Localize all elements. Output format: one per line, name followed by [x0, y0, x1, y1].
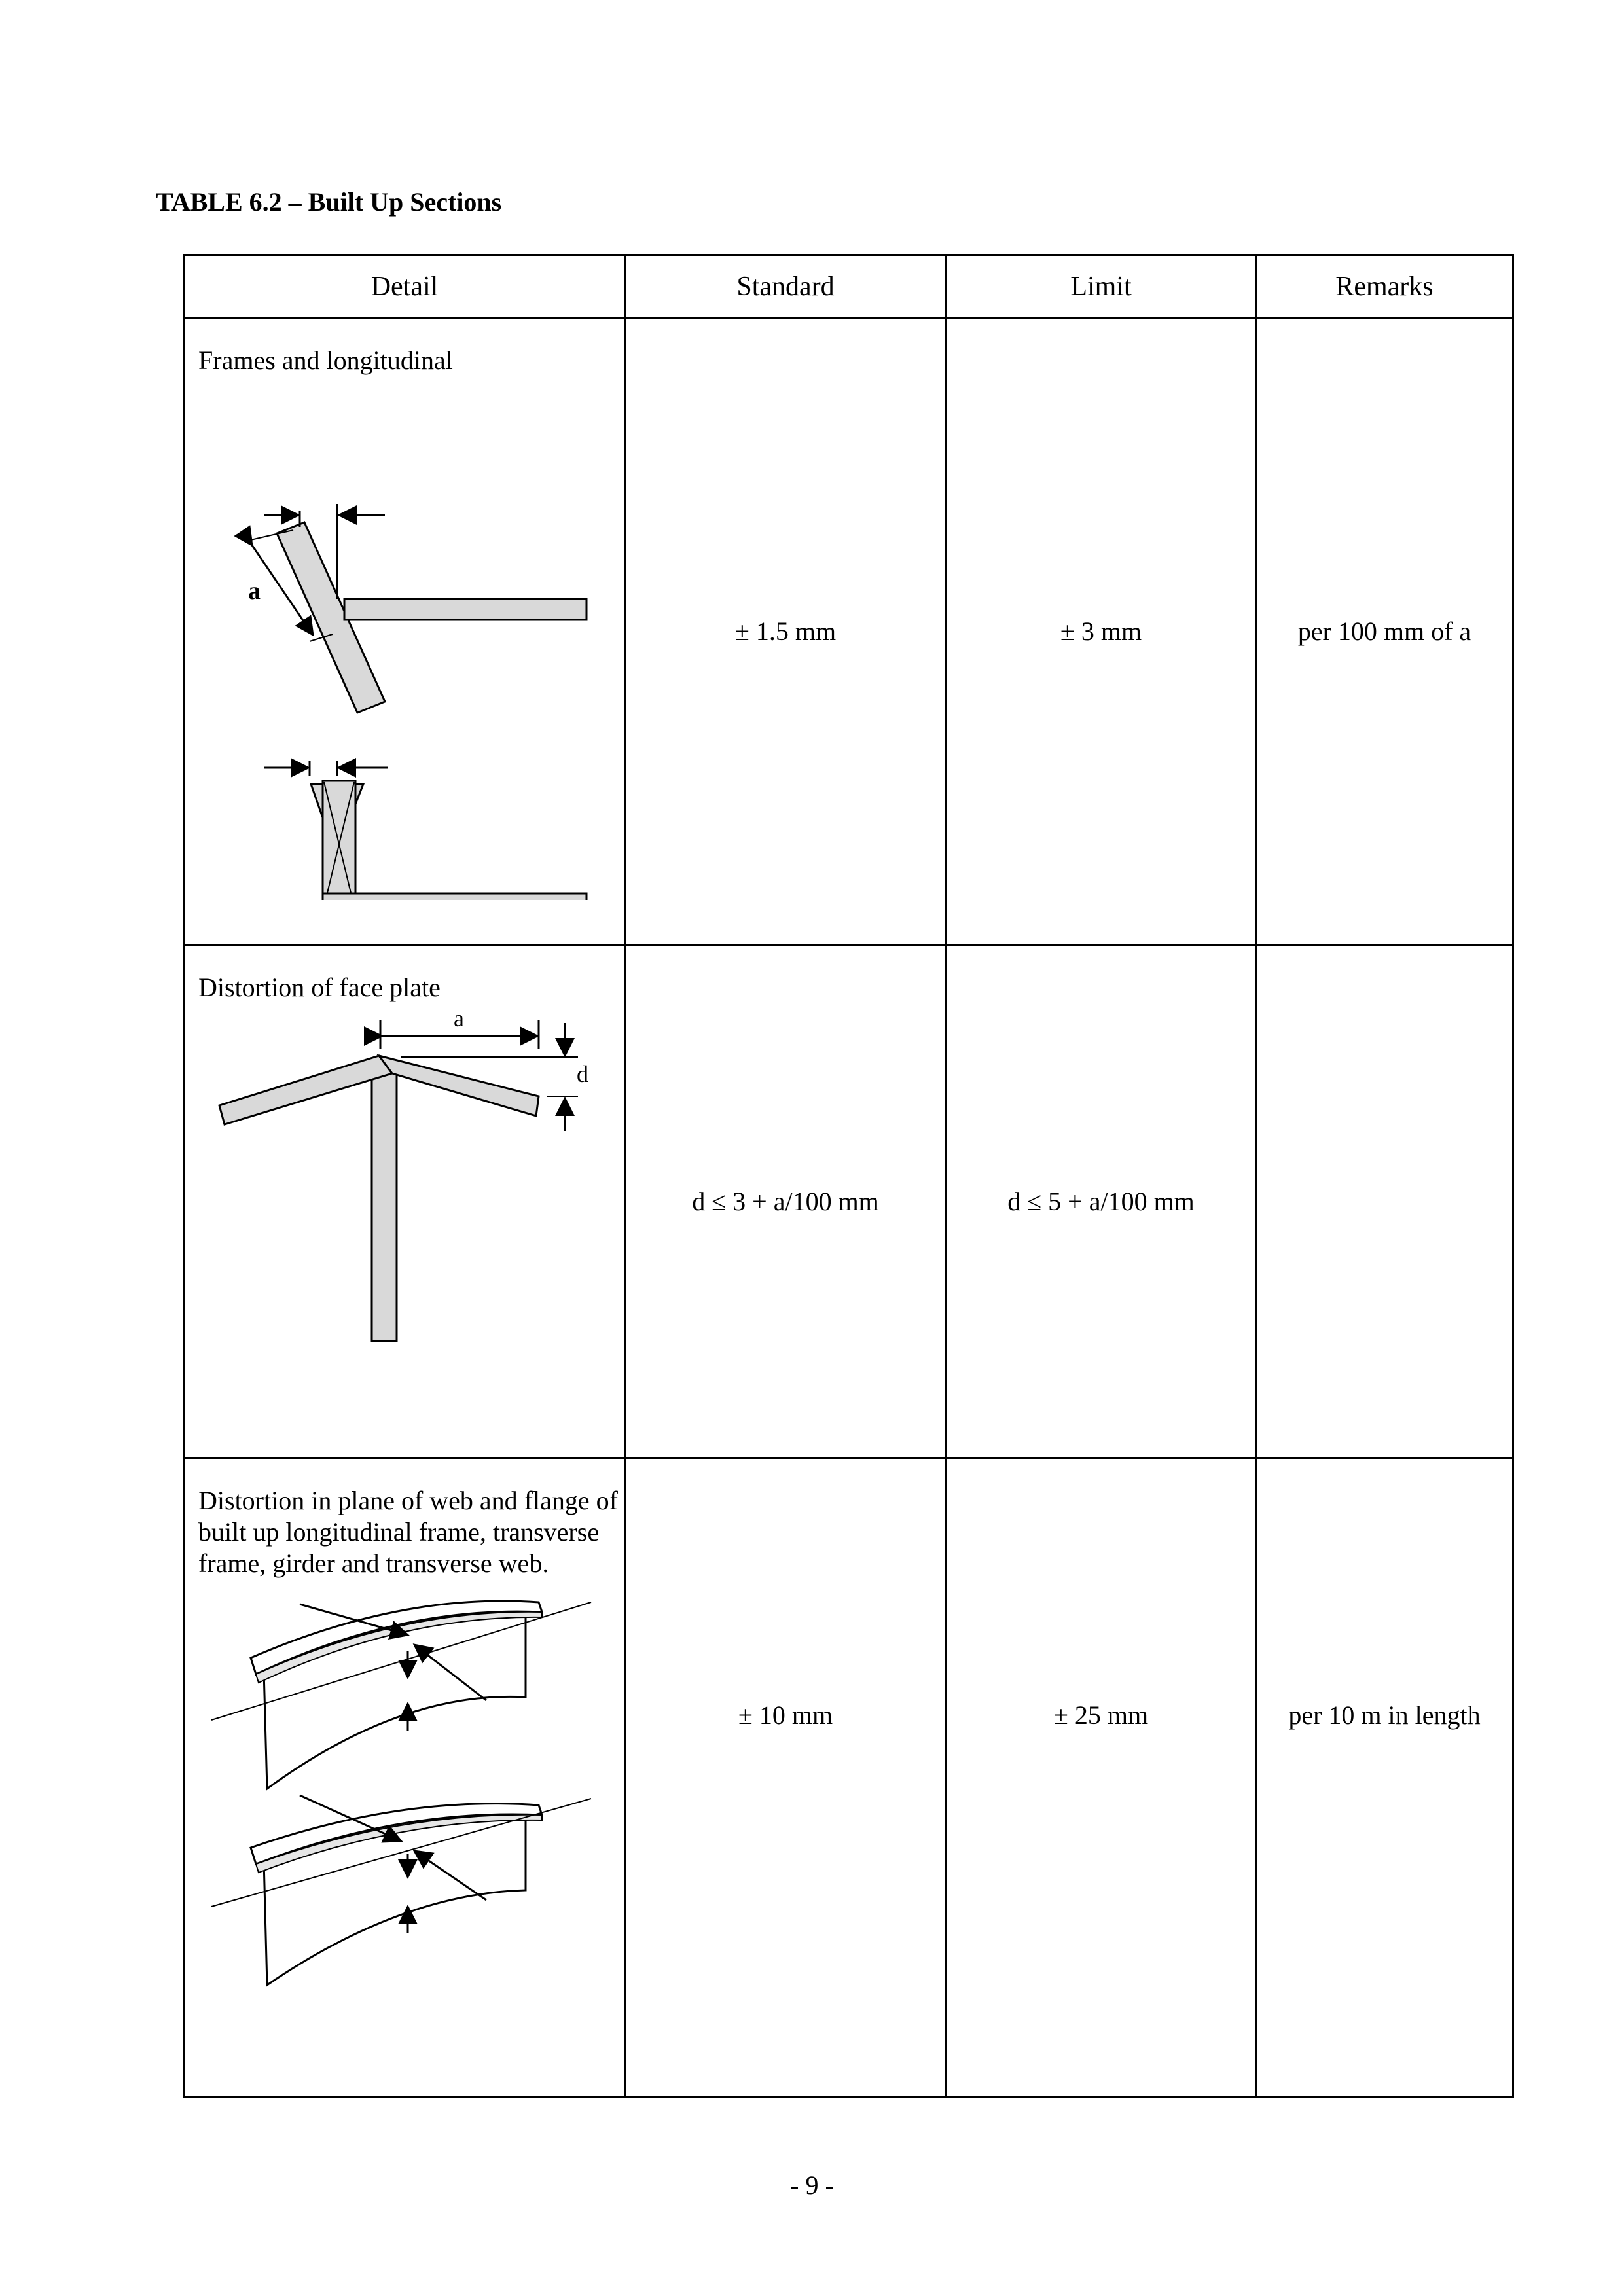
remarks-cell: per 10 m in length [1256, 1458, 1513, 2098]
table-header-row [185, 255, 1513, 318]
header-limit: Limit [947, 255, 1256, 318]
dim-label-a: a [248, 577, 261, 605]
table-row [185, 318, 1513, 945]
web-flange-distortion-diagram [185, 1579, 620, 2051]
built-up-sections-table [183, 254, 1514, 2098]
face-plate-diagram [185, 1003, 620, 1448]
detail-text: Distortion in plane of web and flange of built up longitudinal frame, transverse frame, girder and transverse web. [198, 1486, 618, 1578]
girder-lower [211, 1795, 591, 1985]
detail-cell [185, 318, 625, 945]
detail-cell [185, 945, 625, 1458]
frame-angle-diagram [185, 376, 620, 900]
table-title: TABLE 6.2 – Built Up Sections [156, 187, 502, 217]
limit-cell: ± 3 mm [947, 318, 1256, 945]
detail-cell [185, 1458, 625, 2098]
standard-cell: ± 10 mm [625, 1458, 947, 2098]
detail-text: Frames and longitudinal [198, 346, 453, 375]
dim-label-d: d [577, 1061, 588, 1087]
header-remarks: Remarks [1256, 255, 1513, 318]
table-row [185, 1458, 1513, 2098]
limit-cell: ± 25 mm [947, 1458, 1256, 2098]
detail-text: Distortion of face plate [198, 973, 441, 1002]
standard-cell: ± 1.5 mm [625, 318, 947, 945]
dim-label-a: a [454, 1005, 464, 1031]
header-standard: Standard [625, 255, 947, 318]
girder-upper [211, 1601, 591, 1789]
table-row [185, 945, 1513, 1458]
page-number: - 9 - [790, 2170, 834, 2200]
limit-cell: d ≤ 5 + a/100 mm [947, 945, 1256, 1458]
remarks-cell [1256, 945, 1513, 1458]
header-detail: Detail [185, 255, 625, 318]
standard-cell: d ≤ 3 + a/100 mm [625, 945, 947, 1458]
remarks-cell: per 100 mm of a [1256, 318, 1513, 945]
